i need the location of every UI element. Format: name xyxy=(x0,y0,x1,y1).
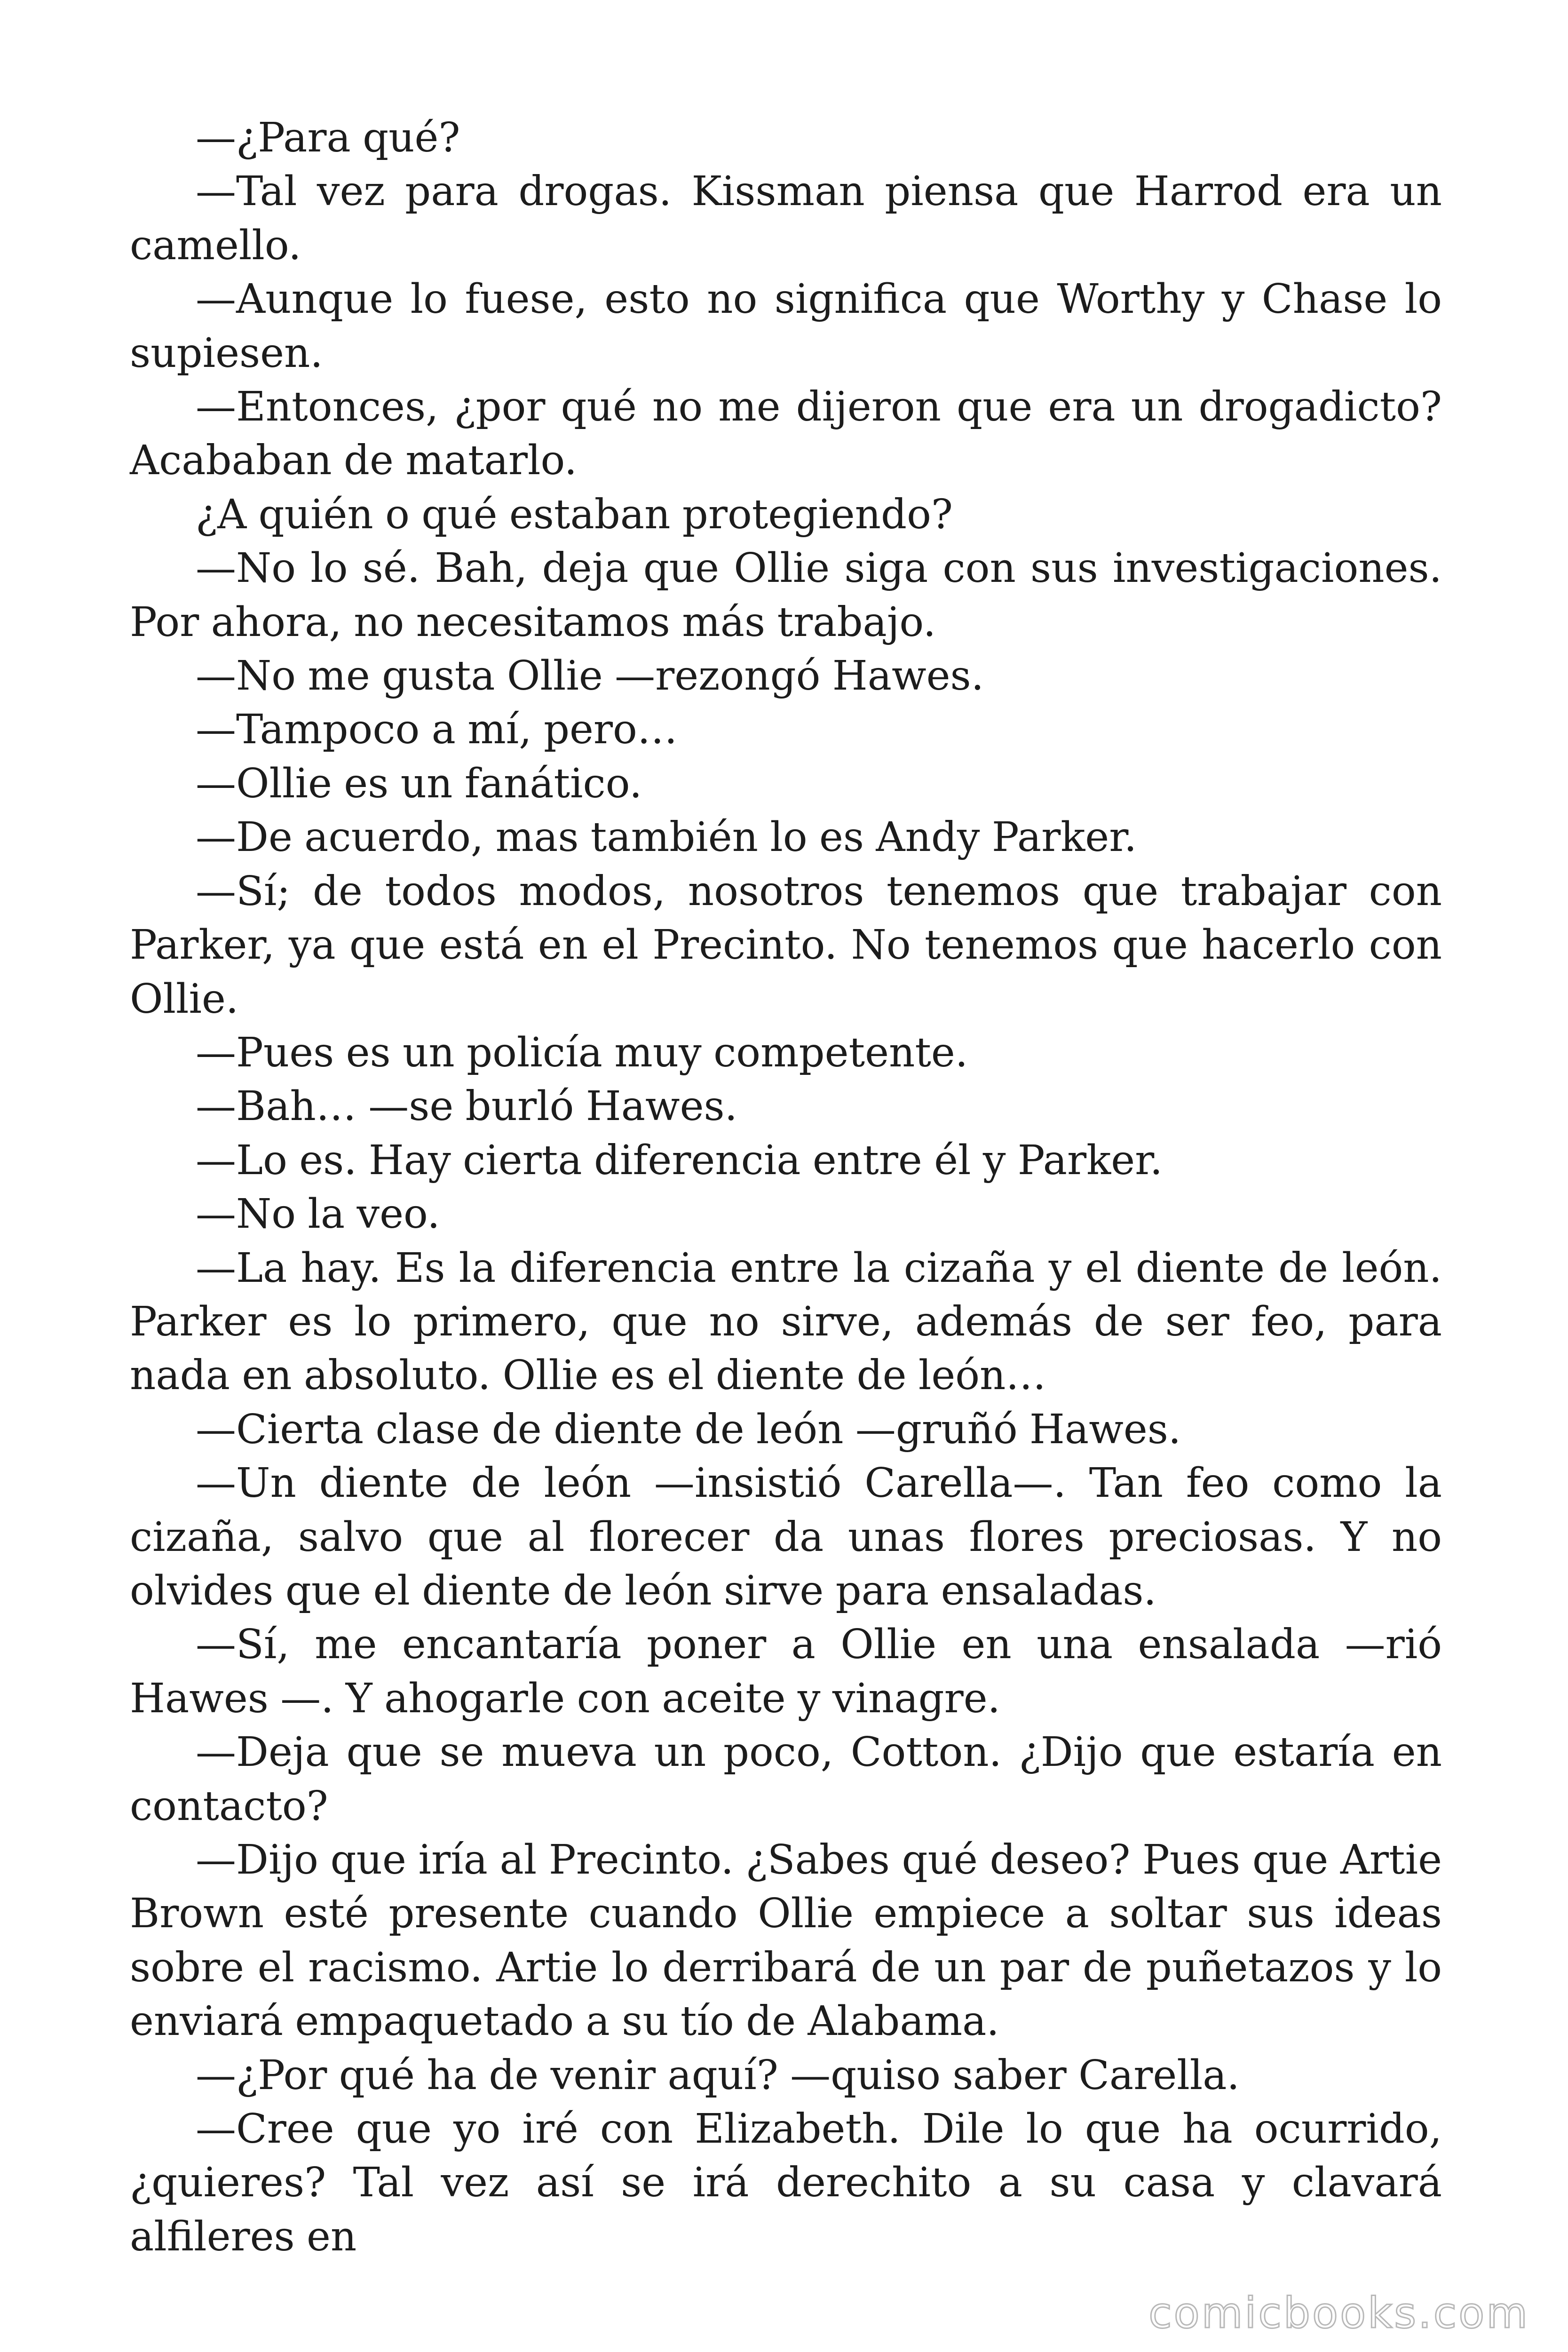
paragraph: —La hay. Es la diferencia entre la cizaña y el diente de león. Parker es lo primero, que no sirve, además de ser feo, para nada en absoluto. Ollie es el diente de león… xyxy=(130,1244,1442,1399)
paragraph: —Tampoco a mí, pero… xyxy=(196,706,678,754)
paragraph: —Dijo que iría al Precinto. ¿Sabes qué deseo? Pues que Artie Brown esté presente cuando Ollie empiece a soltar sus ideas sobre el racismo. Artie lo derribará de un par de puñetazos y lo enviará empaquetado a su tío de Alabama. xyxy=(130,1836,1442,2045)
paragraph: —Deja que se mueva un poco, Cotton. ¿Dijo que estaría en contacto? xyxy=(130,1729,1442,1830)
paragraph: —Aunque lo fuese, esto no significa que Worthy y Chase lo supiesen. xyxy=(130,276,1442,377)
paragraph: —Ollie es un fanático. xyxy=(196,760,642,807)
paragraph: —Entonces, ¿por qué no me dijeron que era un drogadicto? Acababan de matarlo. xyxy=(130,383,1442,485)
paragraph: —No la veo. xyxy=(196,1191,440,1238)
paragraph: —Tal vez para drogas. Kissman piensa que Harrod era un camello. xyxy=(130,168,1442,269)
paragraph: —Bah… —se burló Hawes. xyxy=(196,1083,737,1130)
paragraph: —Cree que yo iré con Elizabeth. Dile lo que ha ocurrido, ¿quieres? Tal vez así se irá derechito a su casa y clavará alfileres en xyxy=(130,2106,1442,2260)
body-text xyxy=(130,111,1442,2264)
paragraph: —Un diente de león —insistió Carella—. Tan feo como la cizaña, salvo que al florecer da unas flores preciosas. Y no olvides que el diente de león sirve para ensaladas. xyxy=(130,1460,1442,1614)
paragraph: ¿A quién o qué estaban protegiendo? xyxy=(196,491,953,538)
paragraph: —No me gusta Ollie —rezongó Hawes. xyxy=(196,652,984,700)
paragraph: —¿Por qué ha de venir aquí? —quiso saber Carella. xyxy=(196,2051,1240,2099)
paragraph: —Pues es un policía muy competente. xyxy=(196,1029,968,1076)
paragraph: —Sí; de todos modos, nosotros tenemos que trabajar con Parker, ya que está en el Precinto. No tenemos que hacerlo con Ollie. xyxy=(130,867,1442,1023)
paragraph: —No lo sé. Bah, deja que Ollie siga con sus investigaciones. Por ahora, no necesitamos más trabajo. xyxy=(130,545,1442,646)
paragraph: —Sí, me encantaría poner a Ollie en una ensalada —rió Hawes —. Y ahogarle con aceite y vinagre. xyxy=(130,1621,1442,1722)
paragraph: —De acuerdo, mas también lo es Andy Parker. xyxy=(196,814,1137,861)
paragraph: —Cierta clase de diente de león —gruñó Hawes. xyxy=(196,1406,1181,1453)
paragraph: —¿Para qué? xyxy=(196,114,460,161)
watermark: comicbooks.com xyxy=(1148,2288,1529,2338)
paragraph: —Lo es. Hay cierta diferencia entre él y Parker. xyxy=(196,1136,1163,1184)
